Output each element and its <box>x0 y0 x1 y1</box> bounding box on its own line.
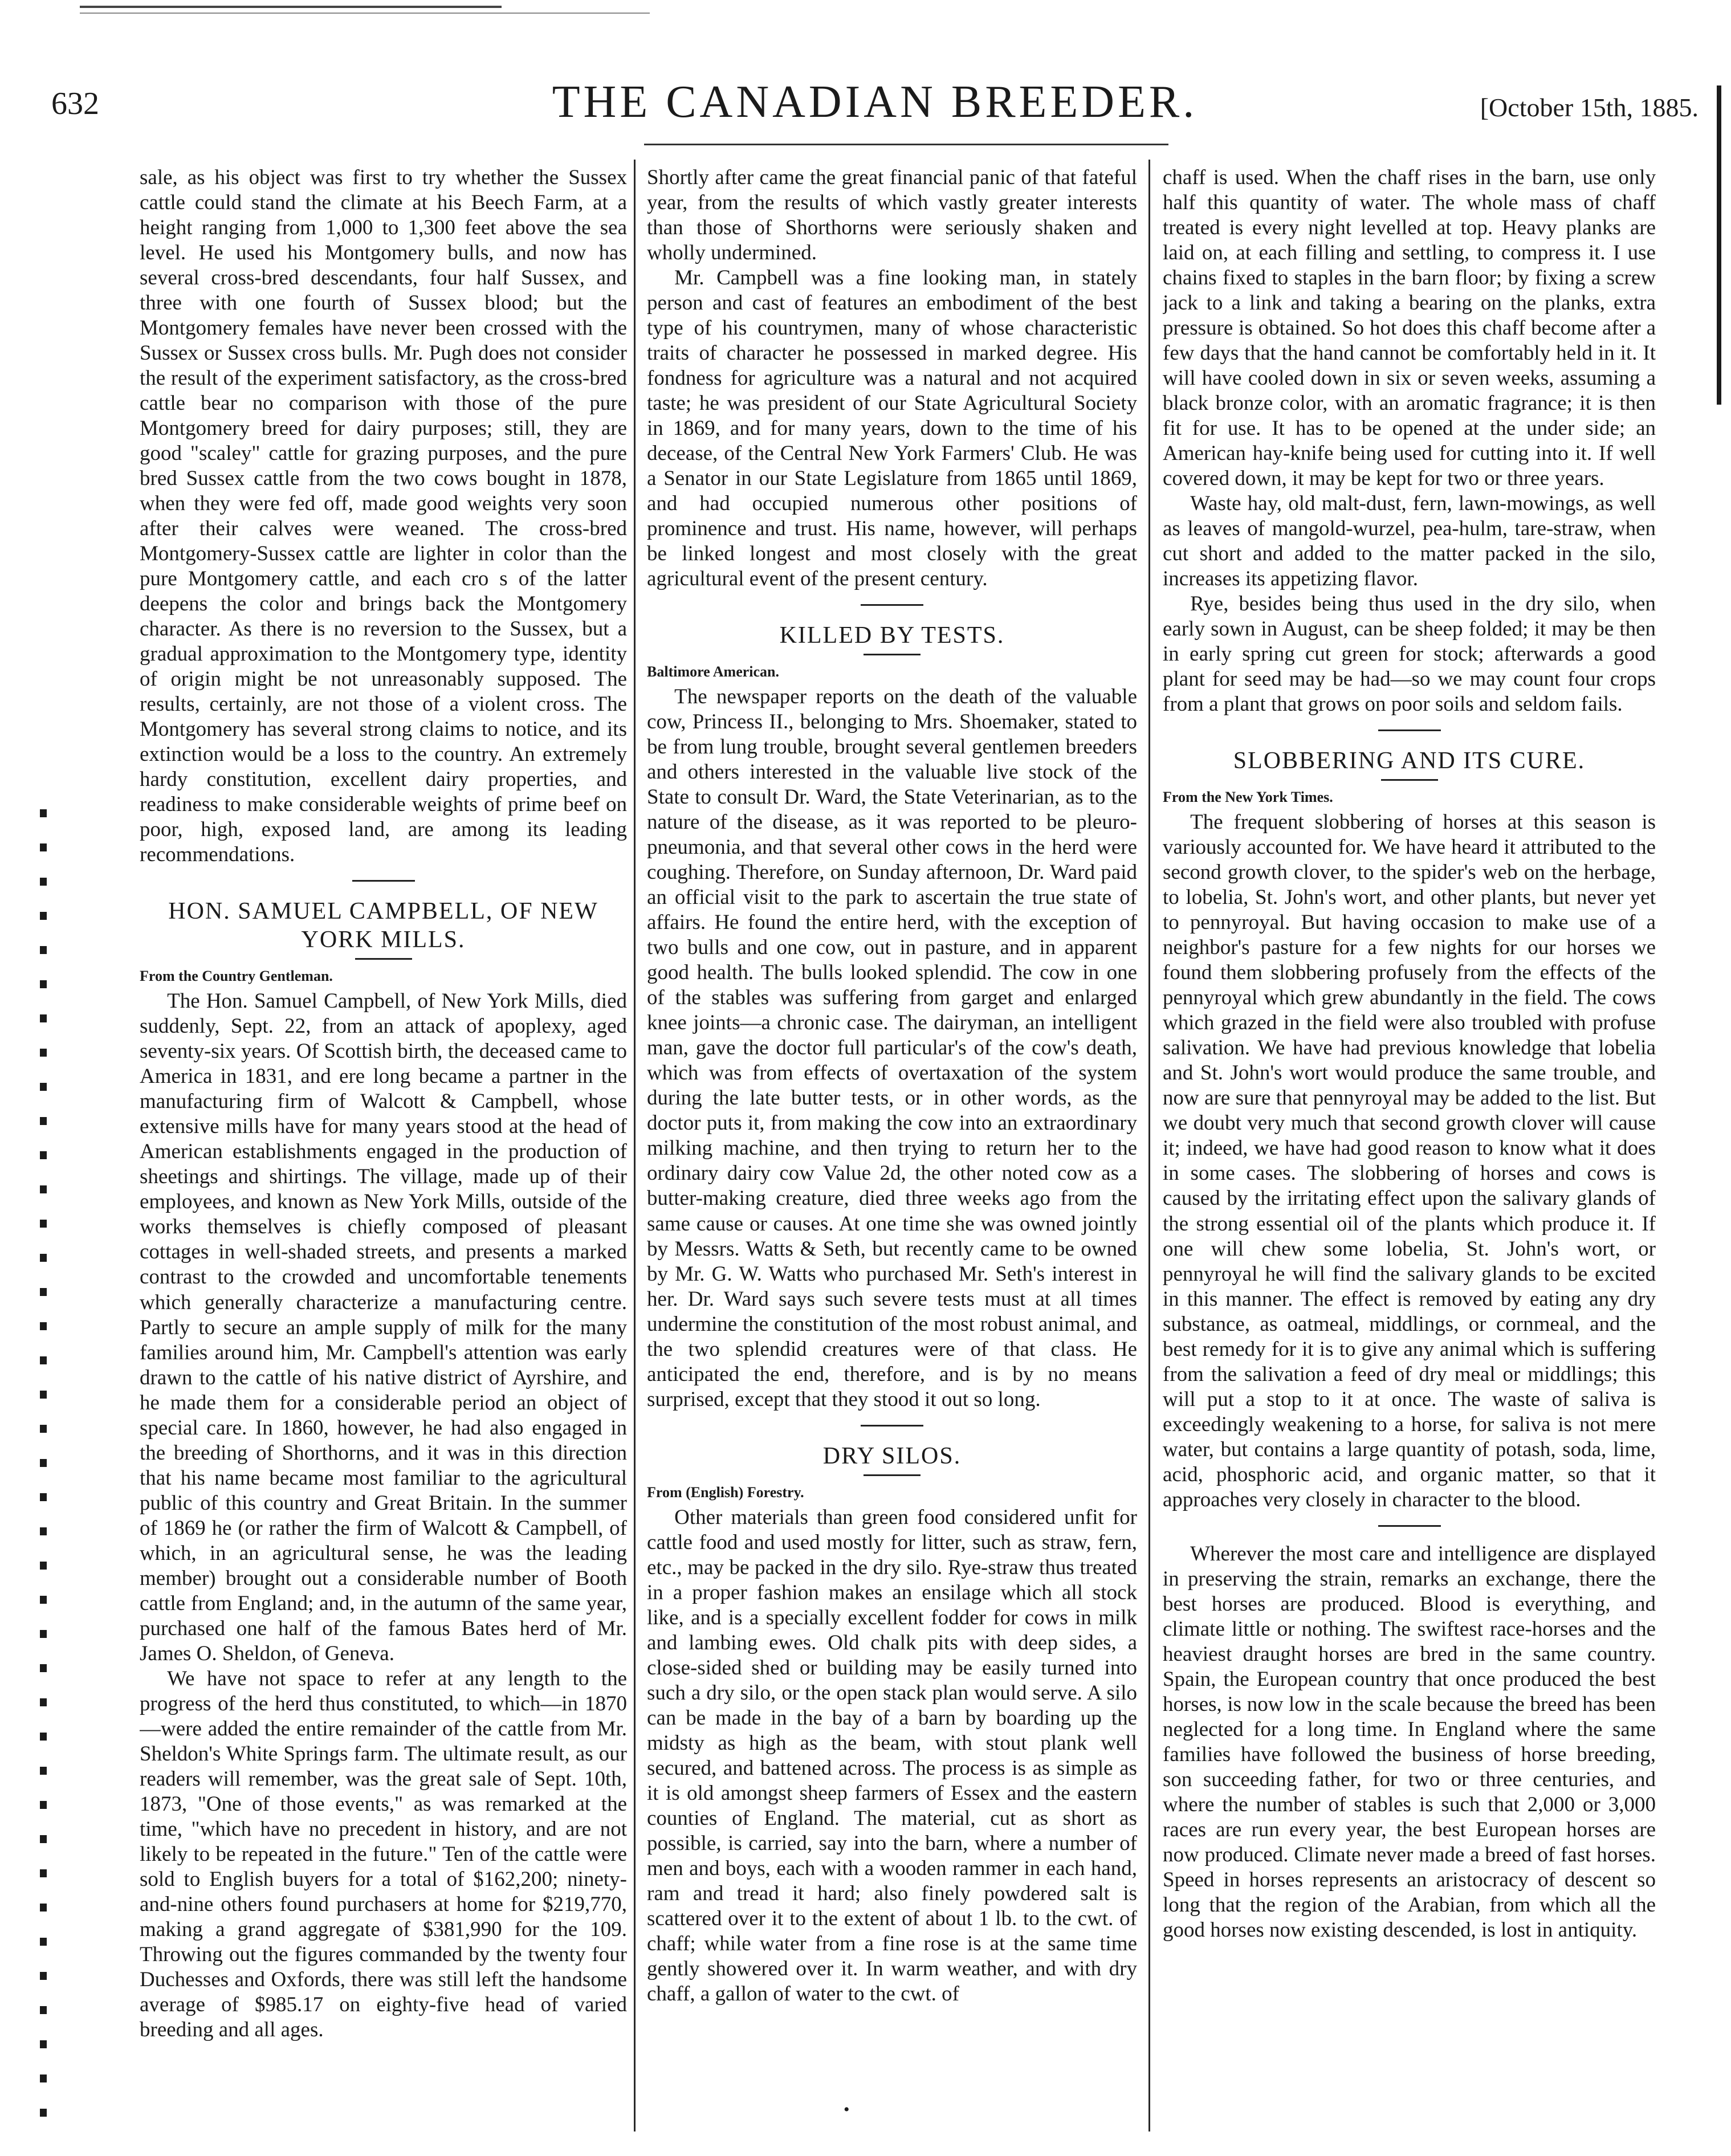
section-rule <box>861 1425 923 1427</box>
top-border-rule <box>80 6 502 8</box>
article-paragraph: Shortly after came the great financial panic of that fateful year, from the results of which vastly greater interests than those of Shorthorns were seriously shaken and wholly undermined. <box>647 166 1137 265</box>
section-rule <box>355 958 412 960</box>
issue-date: [October 15th, 1885. <box>1480 93 1699 122</box>
section-title-campbell: HON. SAMUEL CAMPBELL, OF NEW YORK MILLS. <box>168 898 598 953</box>
column-divider-1 <box>634 160 636 2131</box>
section-rule <box>1378 1525 1441 1527</box>
section-rule <box>352 880 415 882</box>
binding-edge-marks <box>40 809 47 2143</box>
article-paragraph: Rye, besides being thus used in the dry silo, when early sown in August, can be sheep folded; it may be then in early spring cut green for stock; afterwards a good plant for seed may be had—so we may count four crops from a plant that grows on poor soils and seldom fails. <box>1163 592 1656 716</box>
masthead-title: THE CANADIAN BREEDER. <box>552 77 1198 127</box>
header-underline <box>644 144 1168 145</box>
article-paragraph: The frequent slobbering of horses at this season is variously accounted for. We have heard it attributed to the second growth clover, to the spider's web on the herbage, to lobelia, St. John's wort, and other plants, but never yet to pennyroyal. But having occasion to make use of a neighbor's pasture for a few nights for our horses we found them slobbering profusely from the effects of the pennyroyal which grew abundantly in the field. The cows which grazed in the field were also troubled with profuse salivation. We have had previous knowledge that lobelia and St. John's wort would produce the same trouble, and now are sure that pennyroyal may be added to the list. But we doubt very much that second growth clover will cause it; indeed, we have had good reason to know what it does in some cases. The slobbering of horses and cows is caused by the irritating effect upon the salivary glands of the strong essential oil of the plants which produce it. If one will chew some lobelia, St. John's wort, or pennyroyal he will find the salivary glands to be excited in this manner. The effect is removed by eating any dry substance, as oatmeal, middlings, or cornmeal, and the best remedy for it is to give any animal which is suffering from the salivation a feed of dry meal or middlings; this will put a stop to it at once. The waste of saliva is exceedingly weakening to a horse, for saliva is not mere water, but contains a large quantity of potash, soda, lime, acid, phosphoric acid, and organic matter, so that it approaches very closely in character to the blood. <box>1163 810 1656 1511</box>
section-rule <box>864 1474 921 1476</box>
section-rule <box>864 654 921 655</box>
article-paragraph: sale, as his object was first to try whether the Sussex cattle could stand the climate at his Beech Farm, at a height ranging from 1,000 to 1,300 feet above the sea level. He used his Montgomery bulls, and now has several cross-bred descendants, four half Sussex, and three with one fourth of Sussex blood; but the Montgomery females have never been crossed with the Sussex or Sussex cross bulls. Mr. Pugh does not consider the result of the experiment satisfactory, as the cross-bred cattle bear no comparison with those of the pure Montgomery breed for dairy purposes; still, they are good "scaley" cattle for grazing purposes, and the pure bred Sussex cattle from the two cows bought in 1878, when they were fed off, made good weights very soon after their calves were weaned. The cross-bred Montgomery-Sussex cattle are lighter in color than the pure Montgomery cattle, and each cro s of the latter deepens the color and brings back the Montgomery character. As there is no reversion to the Sussex, but a gradual approximation to the Montgomery type, identity of origin might be not unreasonably supposed. The results, certainly, are not those of a violent cross. The Montgomery has several strong claims to notice, and its extinction would be a loss to the country. An extremely hardy constitution, excellent dairy properties, and readiness to make considerable weights of prime beef on poor, high, exposed land, are among its leading recommendations. <box>140 166 627 867</box>
article-paragraph: Mr. Campbell was a fine looking man, in stately person and cast of features an embodiment of the best type of his countrymen, many of whose characteristic traits of character he possessed in marked degree. His fondness for agriculture was a natural and not acquired taste; he was president of our State Agricultural Society in 1869, and for many years, down to the time of his decease, of the Central New York Farmers' Club. He was a Senator in our State Legislature from 1865 until 1869, and had occupied numerous other positions of prominence and trust. His name, however, will perhaps be linked longest and most closely with the great agricultural event of the present century. <box>647 266 1137 591</box>
article-source: From the Country Gentleman. <box>140 968 333 985</box>
section-rule <box>1381 779 1438 781</box>
article-paragraph: Other materials than green food considered unfit for cattle food and used mostly for litter, such as straw, fern, etc., may be packed in the dry silo. Rye-straw thus treated in a proper fashion makes an ensilage which all stock like, and is a specially excellent fodder for cows in milk and lambing ewes. Old chalk pits with deep sides, a close-sided shed or building may be easily turned into such a dry silo, or the open stack plan would serve. A silo can be made in the bay of a barn by boarding up the midsty as high as the beam, with stout plank well secured, and battened across. The process is as simple as it is old amongst sheep farmers of Essex and the eastern counties of England. The material, cut as short as possible, is carried, say into the barn, where a number of men and boys, each with a wooden rammer in each hand, ram and tread it hard; also finely powdered salt is scattered over it to the extent of about 1 lb. to the cwt. of chaff; while water from a fine rose is at the same time gently showered over it. In warm weather, and with dry chaff, a gallon of water to the cwt. of <box>647 1505 1137 2006</box>
page-footer-mark: • <box>844 2100 850 2119</box>
page-edge-mark <box>1717 85 1721 405</box>
section-rule <box>1378 729 1441 731</box>
section-title-slobbering: SLOBBERING AND ITS CURE. <box>1233 748 1586 775</box>
column-3 <box>1163 165 1656 2126</box>
article-source: From (English) Forestry. <box>647 1483 804 1501</box>
article-paragraph: Waste hay, old malt-dust, fern, lawn-mowings, as well as leaves of mangold-wurzel, pea-hulm, tare-straw, when cut short and added to the matter packed in the silo, increases its appetizing flavor. <box>1163 492 1656 591</box>
article-paragraph: Wherever the most care and intelligence are displayed in preserving the strain, remarks an exchange, there the best horses are produced. Blood is everything, and climate little or nothing. The swiftest race-horses and the heaviest draught horses are bred in the same country. Spain, the European country that once produced the best horses, is now low in the scale because the breed has been neglected for a long time. In England where the same families have followed the business of horse breeding, son succeeding father, for two or three centuries, and where the number of stables is such that 2,000 or 3,000 races are run every year, the best European horses are now produced. Climate never made a breed of fast horses. Speed in horses represents an aristocracy of descent so long that the region of the Arabian, from which all the good horses now existing descended, is lost in antiquity. <box>1163 1542 1656 1942</box>
article-source: From the New York Times. <box>1163 789 1333 806</box>
section-rule <box>861 604 923 606</box>
column-divider-2 <box>1148 160 1150 2131</box>
page-number: 632 <box>51 86 99 121</box>
top-border-rule-thin <box>80 13 650 14</box>
article-paragraph: The newspaper reports on the death of the valuable cow, Princess II., belonging to Mrs. Shoemaker, stated to be from lung trouble, brought several gentlemen breeders and others interested in the valuable live stock of the State to consult Dr. Ward, the State Veterinarian, as to the nature of the disease, as it was reported to be pleuro-pneumonia, and that several other cows in the herd were coughing. Therefore, on Sunday afternoon, Dr. Ward paid an official visit to the park to ascertain the true state of affairs. He found the entire herd, with the exception of two bulls and one cow, out in pasture, and in apparent good health. The bulls looked splendid. The cow in one of the stables was suffering from garget and enlarged knee joints—a chronic case. The dairyman, an intelligent man, gave the doctor full particular's of the cow's death, which was from effects of overtaxation of the system during the late butter tests, or in other words, as the doctor puts it, from making the cow into an extraordinary milking machine, and then trying to return her to the ordinary dairy cow Value 2d, the other noted cow as a butter-making creature, died three weeks ago from the same cause or causes. At one time she was owned jointly by Messrs. Watts & Seth, but recently came to be owned by Mr. G. W. Watts who purchased Mr. Seth's interest in her. Dr. Ward says such severe tests must at all times undermine the constitution of the most robust animal, and the two splendid creatures were of that class. He anticipated the end, therefore, and is by no means surprised, except that they stood it out so long. <box>647 685 1137 1411</box>
section-title-dry-silos: DRY SILOS. <box>822 1442 962 1469</box>
article-paragraph: We have not space to refer at any length to the progress of the herd thus constituted, to which—in 1870—were added the entire remainder of the cattle from Mr. Sheldon's White Springs farm. The ultimate result, as our readers will remember, was the great sale of Sept. 10th, 1873, "One of those events," as was remarked at the time, "which have no precedent in history, and are not likely to be repeated in the future." Ten of the cattle were sold to English buyers for a total of $162,200; ninety-and-nine others found purchasers at home for $219,770, making a grand aggregate of $381,990 for the 109. Throwing out the figures commanded by the twenty four Duchesses and Oxfords, there was still left the handsome average of $985.17 on eighty-five head of varied breeding and all ages. <box>140 1666 627 2041</box>
column-2 <box>647 165 1137 2126</box>
article-source: Baltimore American. <box>647 663 780 680</box>
article-paragraph: The Hon. Samuel Campbell, of New York Mills, died suddenly, Sept. 22, from an attack of apoplexy, aged seventy-six years. Of Scottish birth, the deceased came to America in 1831, and ere long became a partner in the manufacturing firm of Walcott & Campbell, whose extensive mills have for many years stood at the head of American establishments engaged in the production of sheetings and shirtings. The village, made up of their employees, and known as New York Mills, outside of the works themselves is chiefly composed of pleasant cottages in well-shaded streets, and presents a marked contrast to the crowded and uncomfortable tenements which generally characterize a manufacturing centre. Partly to secure an ample supply of milk for the many families around him, Mr. Campbell's attention was early drawn to the cattle of his native district of Ayrshire, and he made them for a considerable period an object of special care. In 1860, however, he had also engaged in the breeding of Shorthorns, and it was in this direction that his name became most familiar to the agricultural public of this country and Great Britain. In the summer of 1869 he (or rather the firm of Walcott & Campbell, of which, in an agricultural sense, he was the leading member) brought out a considerable number of Booth cattle from England; and, in the autumn of the same year, purchased one half of the famous Bates herd of Mr. James O. Sheldon, of Geneva. <box>140 989 627 1665</box>
article-paragraph: chaff is used. When the chaff rises in the barn, use only half this quantity of water. The whole mass of chaff treated is every night levelled at top. Heavy planks are laid on, at each filling and settling, to compress it. I use chains fixed to staples in the barn floor; by fixing a screw jack to a link and taking a bearing on the planks, extra pressure is obtained. So hot does this chaff become after a few days that the hand cannot be comfortably held in it. It will have cooled down in six or seven weeks, assuming a black bronze color, with an aromatic fragrance; it is then fit for use. It has to be opened at the under side; an American hay-knife being used for cutting into it. If well covered down, it may be kept for two or three years. <box>1163 166 1656 491</box>
section-title-killed-by-tests: KILLED BY TESTS. <box>779 622 1005 649</box>
column-1 <box>140 165 627 2126</box>
page-header <box>51 77 1699 137</box>
